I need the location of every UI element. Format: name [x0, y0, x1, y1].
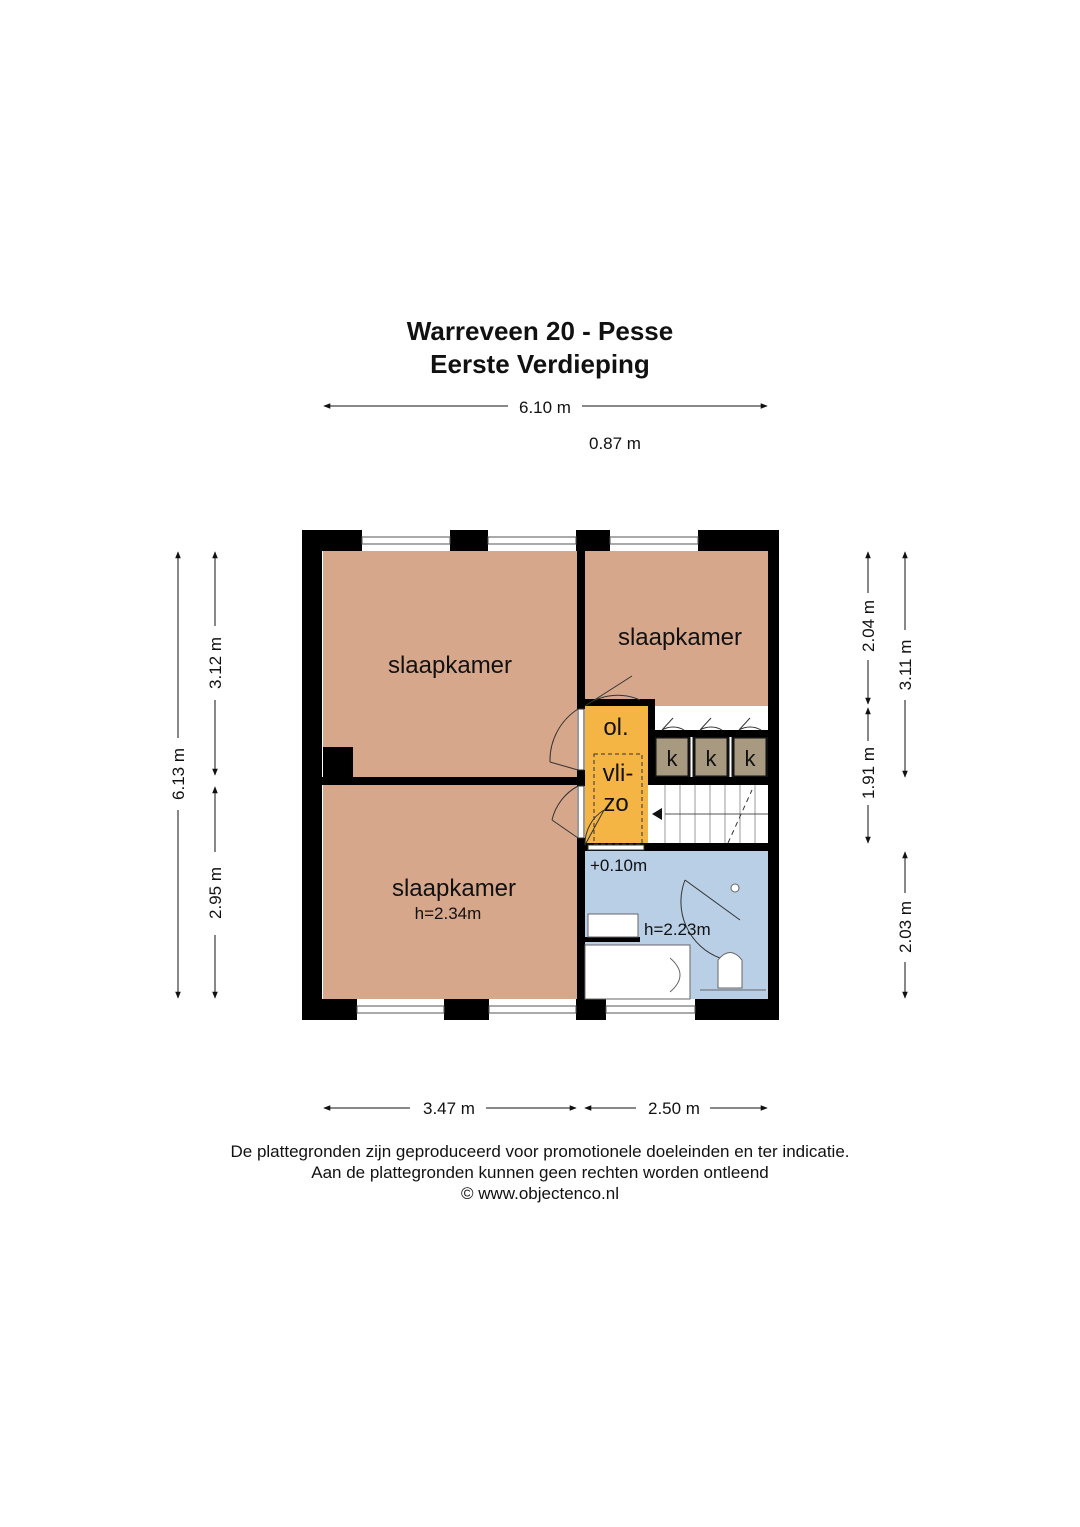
room-label-landing: ol. — [603, 714, 629, 741]
dim-right-c: 3.11 m — [896, 639, 915, 691]
bathroom-height: h=2.23m — [644, 920, 711, 939]
room-label-bedroom-1: slaapkamer — [387, 652, 513, 679]
copyright-line: © www.objectenco.nl — [460, 1184, 620, 1203]
room-label-bedroom-2: slaapkamer — [617, 624, 743, 651]
dim-right-b: 1.91 m — [859, 747, 878, 799]
room-height-bedroom-3: h=2.34m — [414, 904, 482, 923]
closet-label-2: k — [705, 746, 717, 771]
bathroom-level: +0.10m — [590, 856, 648, 875]
floor-subtitle: Eerste Verdieping — [430, 349, 650, 379]
dim-left-lower: 2.95 m — [206, 867, 225, 919]
dim-bottom-left: 3.47 m — [423, 1099, 475, 1118]
plan-title: Warreveen 20 - Pesse — [406, 316, 674, 346]
disclaimer-line-1: De plattegronden zijn geproduceerd voor promotionele doeleinden en ter indicatie. — [230, 1142, 850, 1161]
dim-top-inner: 0.87 m — [589, 434, 641, 453]
room-label-bedroom-3: slaapkamer — [391, 875, 517, 902]
dim-bottom-right: 2.50 m — [648, 1099, 700, 1118]
dim-right-d: 2.03 m — [896, 901, 915, 953]
disclaimer-line-2: Aan de plattegronden kunnen geen rechten worden ontleend — [311, 1163, 769, 1182]
closet-label-3: k — [744, 746, 756, 771]
dim-left-upper: 3.12 m — [206, 637, 225, 689]
dim-left-total: 6.13 m — [169, 748, 188, 800]
room-label-hatch-1: vli- — [602, 760, 634, 787]
closet-label-1: k — [666, 746, 678, 771]
dim-right-a: 2.04 m — [859, 600, 878, 652]
room-label-hatch-2: zo — [603, 790, 629, 817]
stairs-area — [648, 785, 768, 845]
dim-top-width: 6.10 m — [519, 398, 571, 417]
